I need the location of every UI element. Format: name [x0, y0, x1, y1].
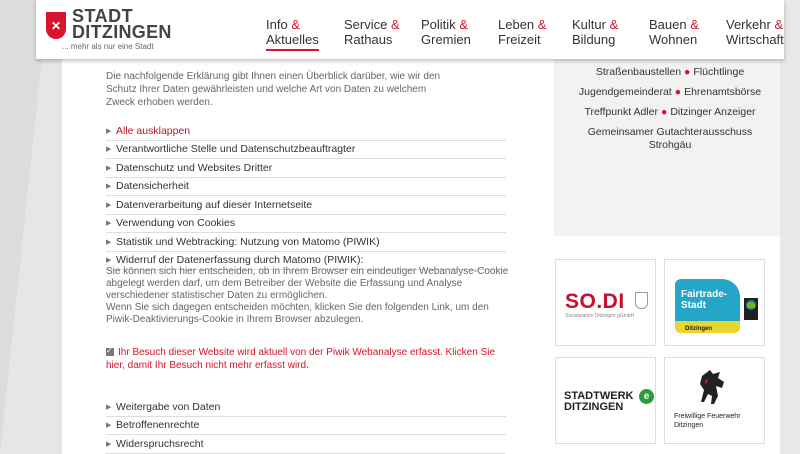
accordion-item[interactable]: ▶ Datensicherheit	[106, 178, 506, 197]
piwik-optout-link[interactable]: ✓Ihr Besuch dieser Website wird aktuell von der Piwik Webanalyse erfasst. Klicken Sie hier, damit Ihr Besuch nicht mehr erfasst wird.	[106, 347, 516, 372]
background-right	[780, 0, 800, 454]
sidebar-link[interactable]: Straßenbaustellen	[595, 66, 682, 78]
crest-icon	[635, 292, 648, 309]
sidebar-link[interactable]: Flüchtlinge	[693, 66, 745, 78]
feuerwehr-label: Freiwillige Feuerwehr Ditzingen	[674, 413, 741, 429]
sidebar-link[interactable]: Ehrenamtsbörse	[684, 86, 762, 98]
site-header	[36, 0, 784, 59]
sidebar-link[interactable]: Gemeinsamer Gutachterausschuss Strohgäu	[587, 126, 753, 151]
coat-of-arms-icon: ✕	[46, 12, 66, 39]
logo-stadt: STADT	[72, 6, 134, 26]
sidebar-links	[566, 66, 774, 159]
triangle-right-icon: ▶	[106, 201, 112, 209]
accordion-item[interactable]: ▶ Datenschutz und Websites Dritter	[106, 159, 506, 178]
tile-fairtrade[interactable]	[664, 259, 765, 346]
optout-checkbox[interactable]	[106, 348, 114, 356]
triangle-right-icon: ▶	[106, 220, 112, 228]
sidebar-link[interactable]: Jugendgemeinderat	[578, 86, 672, 98]
accordion-item[interactable]: ▶ Betroffenenrechte	[106, 417, 506, 436]
stadtwerke-e-icon: e	[639, 389, 654, 404]
expand-all-link[interactable]: ▶ Alle ausklappen	[106, 122, 506, 141]
fairtrade-logo: Fairtrade- Stadt Ditzingen	[675, 279, 740, 333]
tile-stadtwerke[interactable]	[555, 357, 656, 444]
nav-item-info[interactable]: Info & Aktuelles	[266, 17, 319, 51]
triangle-right-icon: ▶	[106, 403, 112, 411]
piwik-paragraph: Sie können sich hier entscheiden, ob in Ihrem Browser ein eindeutiger Webanalyse-Cookie abgelegt werden darf, um dem Betreiber der Website die Erfassung und Analyse verschiedener statistischer Daten zu ermöglichen. Wenn Sie sich dagegen entscheiden möchten, klicken Sie den folgenden Link, um den Piwik-Deaktivierungs-Cookie in Ihrem Browser abzulegen.	[106, 266, 509, 325]
bullet-icon: ●	[684, 66, 691, 78]
sidebar-link[interactable]: Ditzinger Anzeiger	[670, 106, 756, 118]
sodi-subtitle: Sozialstation Ditzingen gGmbH	[565, 313, 635, 319]
triangle-right-icon: ▶	[106, 257, 112, 265]
accordion-item[interactable]: ▶ Widerspruchsrecht	[106, 435, 506, 454]
accordion-item-expanded[interactable]: ▶ Widerruf der Datenerfassung durch Matomo (PIWIK):	[106, 252, 506, 271]
intro-text: Die nachfolgende Erklärung gibt Ihnen einen Überblick darüber, wie wir den Schutz Ihrer Daten gewährleisten und welche Art von Daten zu welchem Zweck erhoben werden.	[106, 71, 441, 108]
triangle-right-icon: ▶	[106, 183, 112, 191]
sodi-logo-text: SO.DI	[565, 290, 625, 313]
sidebar-link[interactable]: Treffpunkt Adler	[584, 106, 658, 118]
tile-feuerwehr[interactable]	[664, 357, 765, 444]
nav-item-service[interactable]: Service & Rathaus	[344, 17, 400, 47]
nav-item-bauen[interactable]: Bauen & Wohnen	[649, 17, 699, 47]
accordion-item[interactable]: ▶ Datenverarbeitung auf dieser Internetseite	[106, 196, 506, 215]
nav-item-leben[interactable]: Leben & Freizeit	[498, 17, 547, 47]
bullet-icon: ●	[660, 106, 668, 118]
triangle-right-icon: ▶	[106, 422, 112, 430]
nav-item-verkehr[interactable]: Verkehr & Wirtschaft	[726, 17, 784, 47]
stadtwerke-logo-text: STADTWERK DITZINGEN	[564, 390, 634, 413]
triangle-right-icon: ▶	[106, 146, 112, 154]
accordion-list	[106, 122, 506, 270]
triangle-right-icon: ▶	[106, 238, 112, 246]
triangle-right-icon: ▶	[106, 164, 112, 172]
logo-tagline: ... mehr als nur eine Stadt	[62, 42, 154, 51]
accordion-item[interactable]: ▶ Statistik und Webtracking: Nutzung von Matomo (PIWIK)	[106, 233, 506, 252]
tile-sodi[interactable]	[555, 259, 656, 346]
nav-item-politik[interactable]: Politik & Gremien	[421, 17, 471, 47]
accordion-item[interactable]: ▶ Verwendung von Cookies	[106, 215, 506, 234]
logo-name: DITZINGEN	[72, 22, 172, 42]
bullet-icon: ●	[674, 86, 682, 98]
nav-item-kultur[interactable]: Kultur & Bildung	[572, 17, 619, 47]
accordion-list-lower	[106, 398, 506, 454]
horse-icon	[698, 368, 728, 406]
triangle-right-icon: ▶	[106, 127, 112, 135]
background-left	[0, 0, 62, 454]
site-logo[interactable]	[46, 7, 186, 53]
accordion-item[interactable]: ▶ Weitergabe von Daten	[106, 398, 506, 417]
fairtrade-mark-icon	[744, 298, 758, 320]
triangle-right-icon: ▶	[106, 440, 112, 448]
accordion-item[interactable]: ▶ Verantwortliche Stelle und Datenschutzbeauftragter	[106, 141, 506, 160]
